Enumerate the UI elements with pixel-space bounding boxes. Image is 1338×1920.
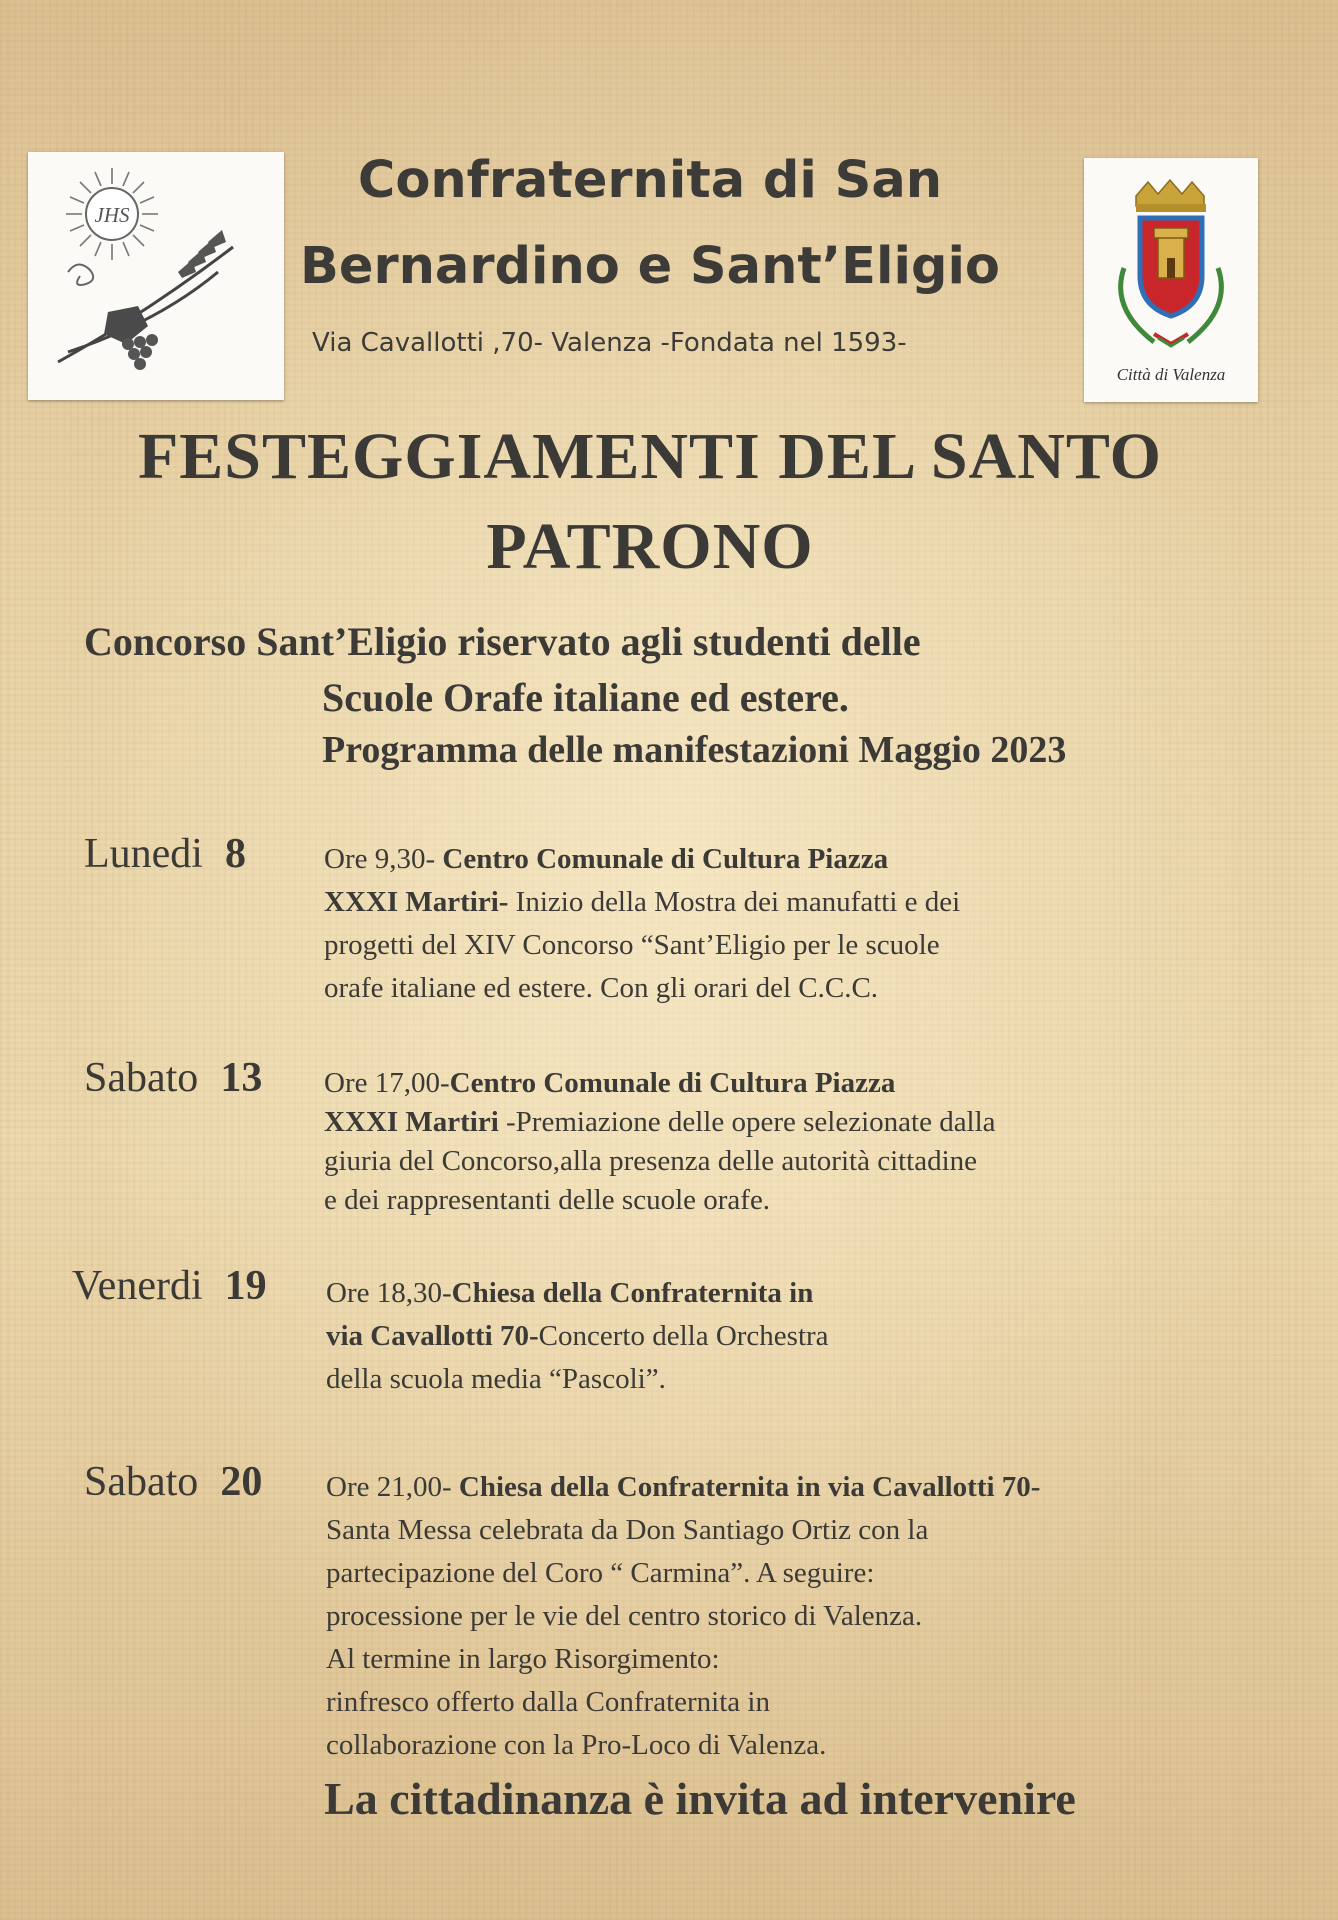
- event-text: progetti del XIV Concorso “Sant’Eligio per le scuole: [324, 929, 940, 961]
- closing-invitation: La cittadinanza è invita ad intervenire: [324, 1773, 1076, 1824]
- event-place-continued: XXXI Martiri-: [324, 886, 509, 918]
- main-title-line2: PATRONO: [486, 510, 814, 583]
- organization-title: [300, 138, 1000, 310]
- event-description: [324, 838, 1224, 1010]
- event-day-label: [84, 1054, 262, 1102]
- event-day-number: 20: [220, 1459, 263, 1505]
- event-day-name: Sabato: [84, 1459, 199, 1505]
- confraternity-emblem-logo: [28, 152, 284, 400]
- event-day-label: [84, 830, 246, 878]
- organization-title-line1: Confraternita di San: [357, 151, 943, 210]
- event-place-continued: XXXI Martiri: [324, 1106, 499, 1138]
- event-text: collaborazione con la Pro-Loco di Valenza.: [326, 1729, 827, 1761]
- event-day-name: Venerdi: [72, 1263, 203, 1309]
- subtitle-line1: Concorso Sant’Eligio riservato agli studenti delle: [84, 619, 921, 664]
- event-text: Inizio della Mostra dei manufatti e dei: [508, 886, 961, 918]
- svg-text:Città di Valenza: Città di Valenza: [1116, 365, 1226, 384]
- event-place: Chiesa della Confraternita in: [451, 1277, 814, 1309]
- event-day-number: 8: [224, 831, 246, 877]
- event-text: orafe italiane ed estere. Con gli orari del C.C.C.: [324, 972, 879, 1004]
- svg-text:JHS: JHS: [94, 203, 130, 227]
- event-day-number: 19: [224, 1263, 267, 1309]
- event-day-name: Lunedi: [84, 831, 203, 877]
- event-place: Chiesa della Confraternita in via Cavallotti 70-: [458, 1471, 1041, 1503]
- event-place: Centro Comunale di Cultura Piazza: [442, 843, 889, 875]
- event-text: Al termine in largo Risorgimento:: [326, 1643, 720, 1675]
- city-crest-logo: [1084, 158, 1258, 402]
- main-title: [60, 412, 1240, 592]
- event-description: [326, 1466, 1226, 1767]
- event-time: Ore 17,00-: [324, 1067, 450, 1099]
- event-time: Ore 18,30-: [326, 1277, 452, 1309]
- event-description: [326, 1272, 1226, 1401]
- event-text: partecipazione del Coro “ Carmina”. A seguire:: [326, 1557, 875, 1589]
- event-text: -Premiazione delle opere selezionate dalla: [498, 1106, 996, 1138]
- event-place: Centro Comunale di Cultura Piazza: [449, 1067, 896, 1099]
- organization-title-line2: Bernardino e Sant’Eligio: [300, 237, 1000, 296]
- event-description: [324, 1064, 1224, 1220]
- event-time: Ore 21,00-: [326, 1471, 459, 1503]
- event-text: processione per le vie del centro storico di Valenza.: [326, 1600, 923, 1632]
- event-time: Ore 9,30-: [324, 843, 436, 875]
- event-text: Santa Messa celebrata da Don Santiago Ortiz con la: [326, 1514, 929, 1546]
- event-day-label: [72, 1262, 267, 1310]
- event-place-continued: via Cavallotti 70-: [326, 1320, 539, 1352]
- event-day-name: Sabato: [84, 1055, 199, 1101]
- event-text: Concerto della Orchestra: [538, 1320, 829, 1352]
- subtitle-line2: Scuole Orafe italiane ed estere.: [322, 675, 849, 720]
- event-text: e dei rappresentanti delle scuole orafe.: [324, 1184, 771, 1216]
- main-title-line1: FESTEGGIAMENTI DEL SANTO: [137, 420, 1163, 493]
- organization-address: Via Cavallotti ,70- Valenza -Fondata nel 1593-: [312, 328, 907, 358]
- valenza-crest-icon: [1084, 158, 1258, 402]
- event-text: giuria del Concorso,alla presenza delle autorità cittadine: [324, 1145, 978, 1177]
- event-day-label: [84, 1458, 262, 1506]
- jhs-emblem-icon: [28, 152, 284, 400]
- event-day-number: 13: [220, 1055, 263, 1101]
- event-text: rinfresco offerto dalla Confraternita in: [326, 1686, 770, 1718]
- event-text: della scuola media “Pascoli”.: [326, 1363, 666, 1395]
- subtitle-line3: Programma delle manifestazioni Maggio 2023: [322, 729, 1067, 771]
